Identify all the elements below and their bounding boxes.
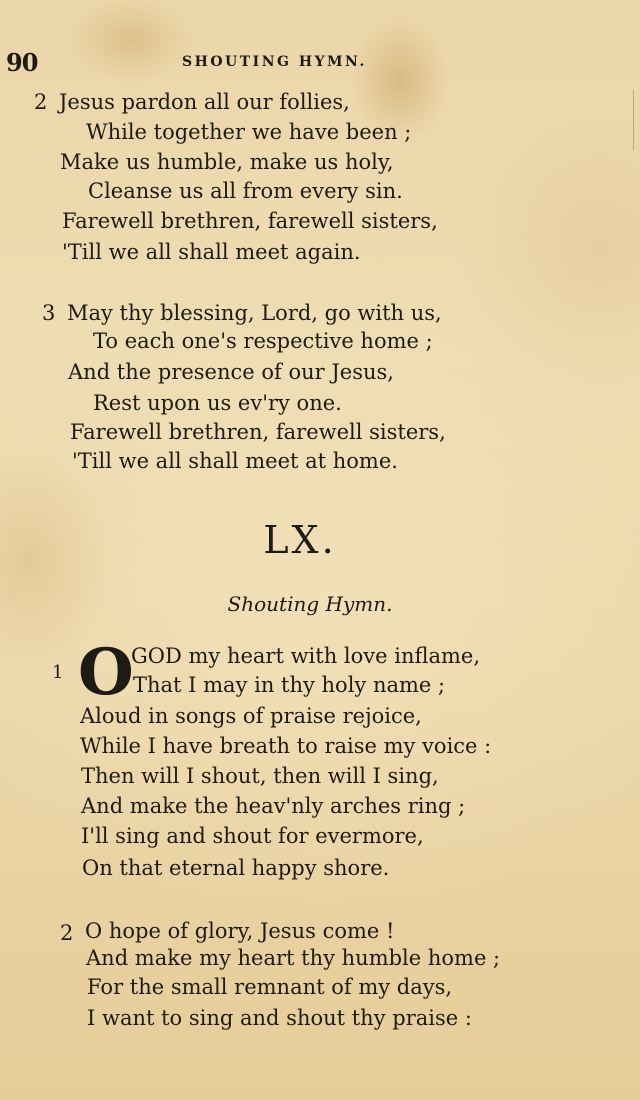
verse-line: Farewell brethren, farewell sisters, [62, 209, 438, 233]
verse-line: I want to sing and shout thy praise : [87, 1006, 472, 1030]
verse-line: O hope of glory, Jesus come ! [85, 919, 395, 943]
verse-line: Farewell brethren, farewell sisters, [70, 420, 446, 444]
verse-line: Rest upon us ev'ry one. [93, 391, 342, 415]
hymn-number: LX. [263, 518, 337, 562]
verse-line: To each one's respective home ; [93, 329, 433, 353]
verse-line: Jesus pardon all our follies, [59, 90, 350, 114]
stanza-number: 1 [52, 662, 64, 683]
verse-line: 'Till we all shall meet at home. [72, 449, 398, 473]
stanza-number: 2 [60, 921, 74, 945]
verse-line: For the small remnant of my days, [87, 975, 453, 999]
verse-line: Aloud in songs of praise rejoice, [80, 704, 422, 728]
verse-line: Then will I shout, then will I sing, [81, 764, 439, 788]
verse-line: That I may in thy holy name ; [133, 673, 446, 697]
running-head: SHOUTING HYMN. [182, 54, 367, 70]
page-number: 90 [6, 48, 38, 77]
verse-line: May thy blessing, Lord, go with us, [67, 301, 442, 325]
verse-line: I'll sing and shout for evermore, [81, 824, 424, 848]
stanza-number: 2 [34, 90, 48, 114]
verse-line: On that eternal happy shore. [82, 856, 390, 880]
verse-line: GOD my heart with love inflame, [131, 644, 481, 668]
verse-line: While together we have been ; [86, 120, 412, 144]
verse-line: Make us humble, make us holy, [60, 150, 394, 174]
verse-line: While I have breath to raise my voice : [80, 734, 492, 758]
verse-line: And the presence of our Jesus, [68, 360, 394, 384]
verse-line: 'Till we all shall meet again. [62, 240, 361, 264]
verse-line: And make the heav'nly arches ring ; [81, 794, 466, 818]
verse-line: Cleanse us all from every sin. [88, 179, 403, 203]
page-edge-mark [633, 90, 634, 150]
hymn-title: Shouting Hymn. [227, 592, 393, 616]
verse-line: And make my heart thy humble home ; [86, 946, 501, 970]
drop-cap: O [78, 635, 134, 710]
page-header [0, 48, 640, 78]
stanza-number: 3 [42, 301, 56, 325]
